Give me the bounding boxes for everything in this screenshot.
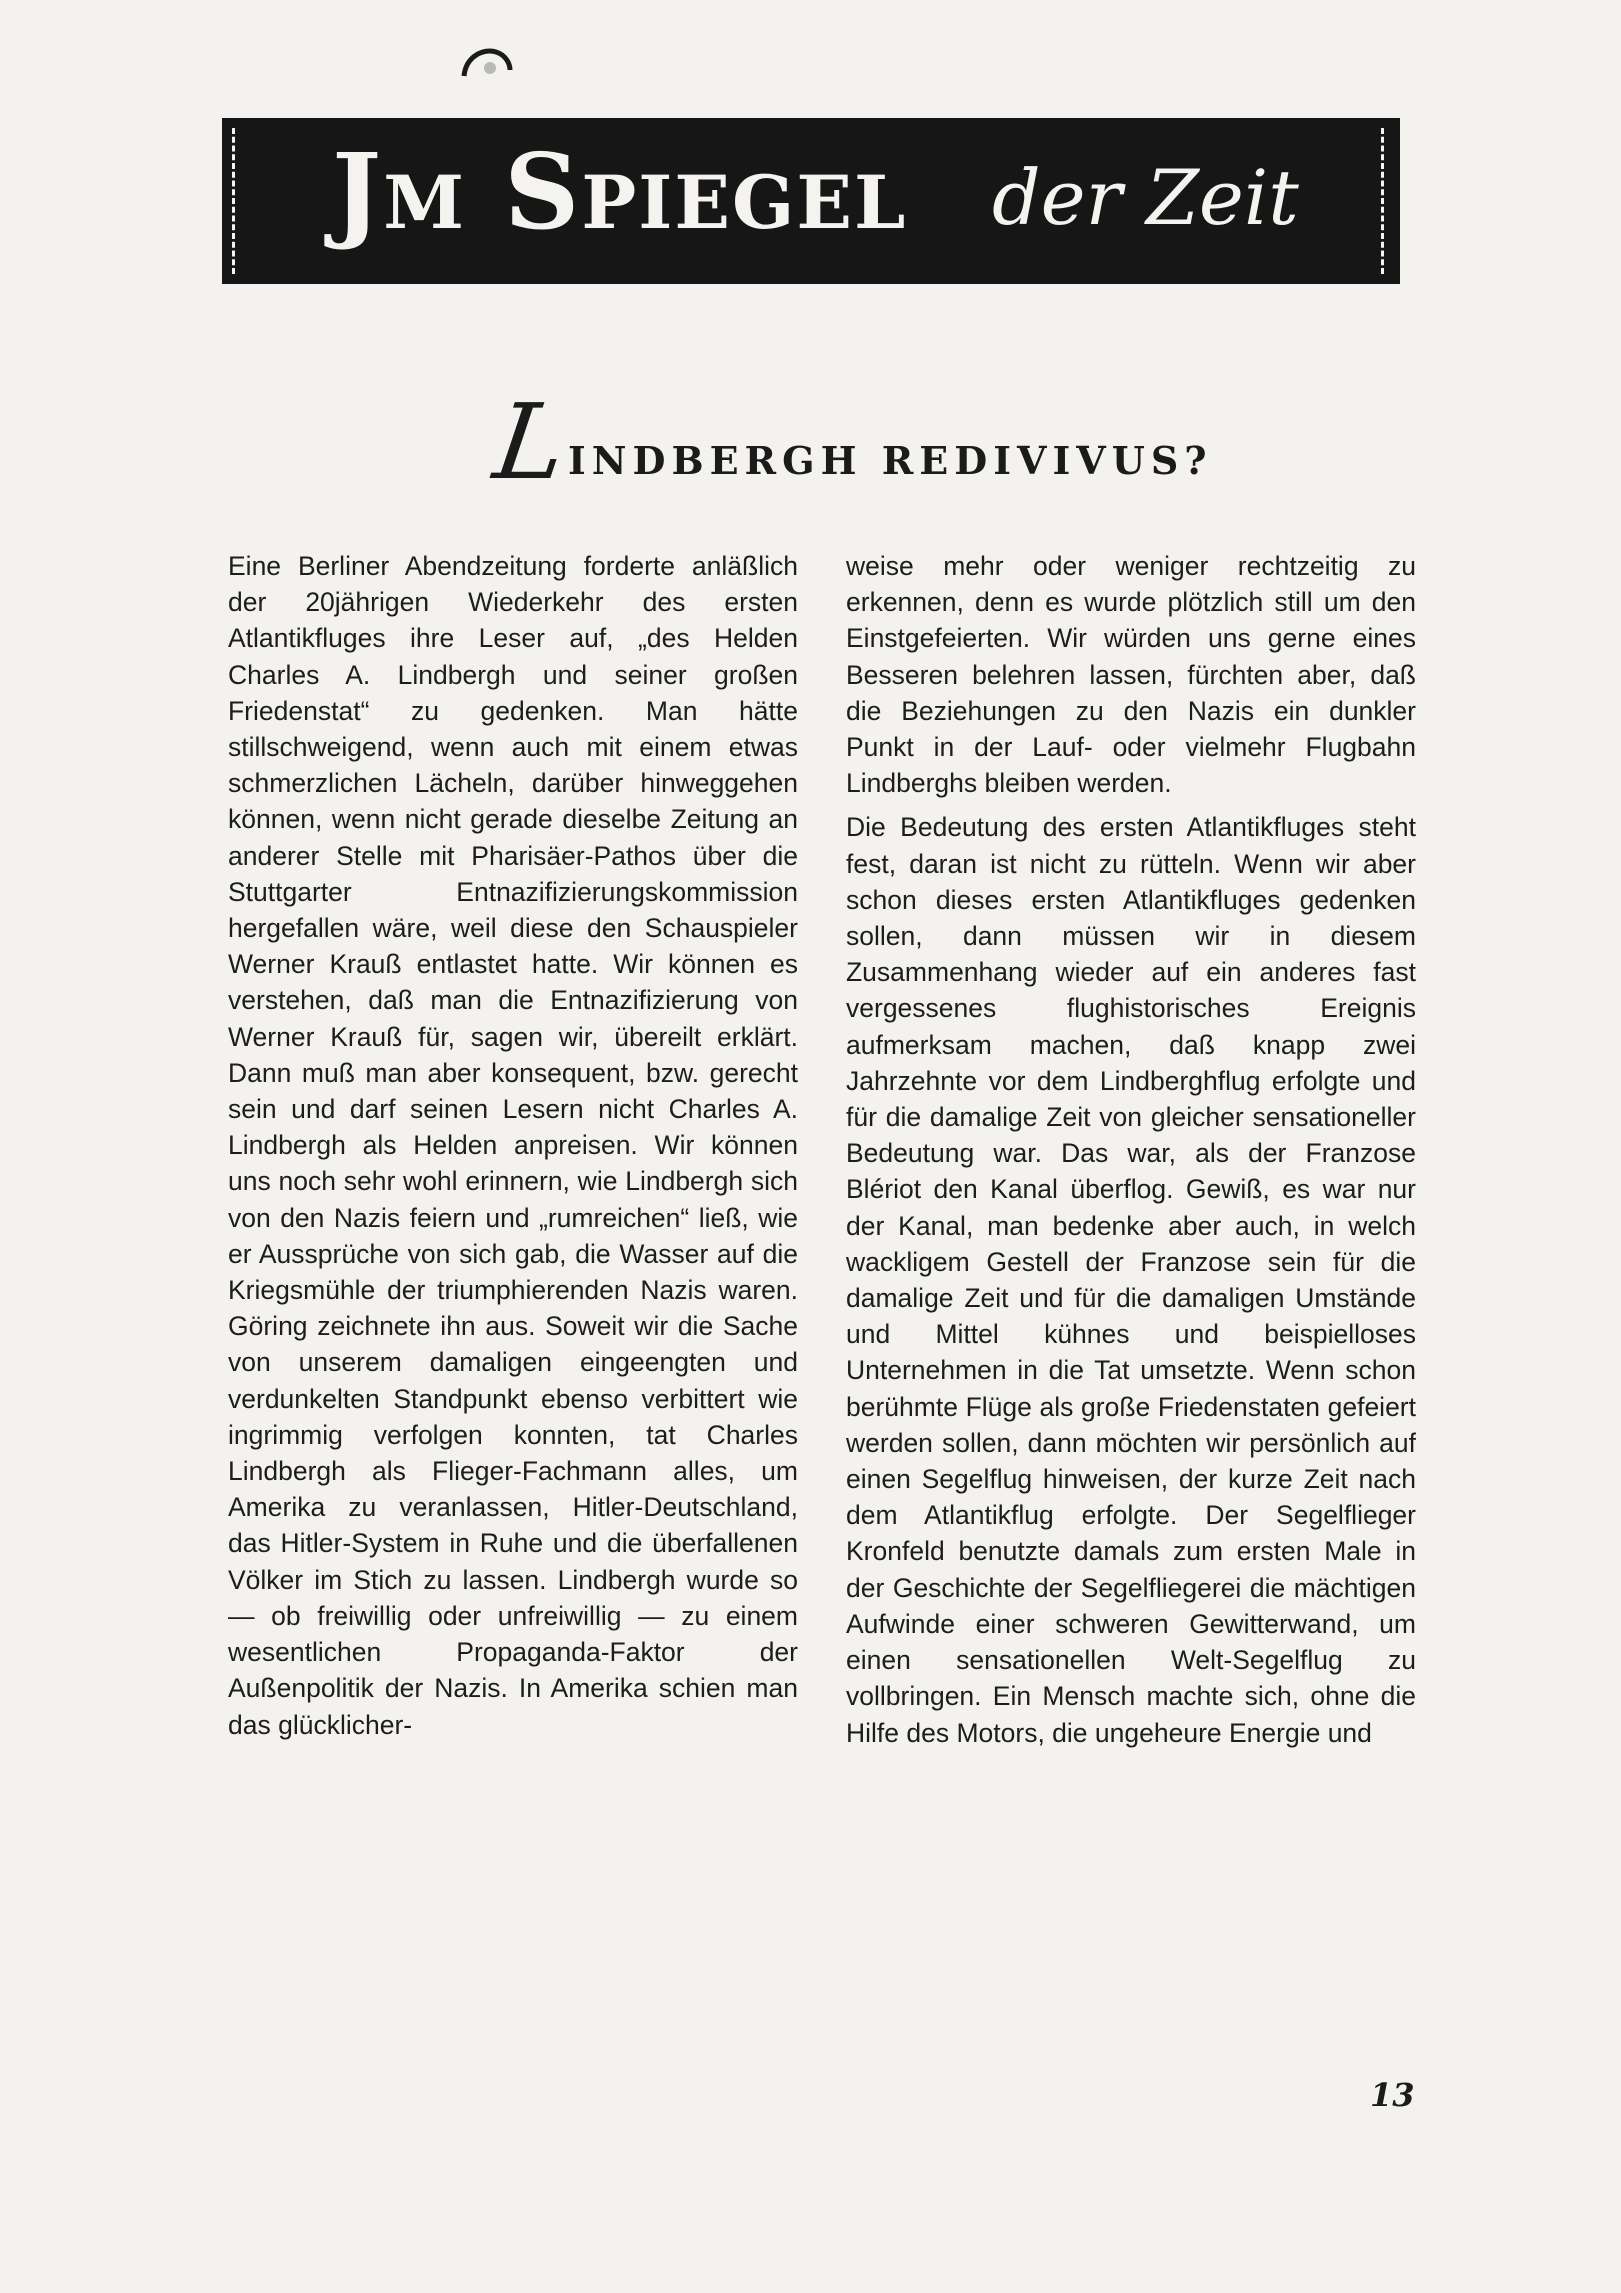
section-banner	[222, 118, 1400, 284]
banner-edge-left	[232, 128, 247, 274]
paragraph: Die Bedeutung des ersten Atlantikfluges steht fest, daran ist nicht zu rütteln. Wenn wir aber schon dieses ersten Atlantikfluges gedenken sollen, dann müssen wir in diesem Zusammenhang wieder auf ein anderes fast vergessenes flughistorisches Ereignis aufmerksam machen, daß knapp zwei Jahrzehnte vor dem Lindberghflug erfolgte und für die damalige Zeit von gleicher sensationeller Bedeutung war. Das war, als der Franzose Blériot den Kanal überflog. Gewiß, es war nur der Kanal, man bedenke aber auch, in welch wackligem Gestell der Franzose sein für die damalige Zeit und für die damaligen Umstände und Mittel kühnes und beispielloses Unternehmen in die Tat umsetzte. Wenn schon berühmte Flüge als große Friedenstaten gefeiert werden sollen, dann möchten wir persönlich auf einen Segelflug hinweisen, der kurze Zeit nach dem Atlantikflug erfolgte. Der Segelflieger Kronfeld benutzte damals zum ersten Male in der Geschichte der Segelfliegerei die mächtigen Aufwinde einer schweren Gewitterwand, um einen sensationellen Welt-Segelflug zu vollbringen. Ein Mensch machte sich, ohne die Hilfe des Motors, die ungeheure Energie und	[846, 812, 1416, 1748]
banner-subtitle: der Zeit	[992, 153, 1299, 242]
headline-initial: L	[487, 381, 574, 503]
ornament-icon	[460, 46, 514, 80]
article-column-left	[228, 548, 798, 1751]
banner-edge-right	[1381, 128, 1396, 274]
page-number: 13	[1370, 2076, 1415, 2114]
article-column-right	[846, 548, 1416, 1759]
paragraph: weise mehr oder weniger rechtzeitig zu erkennen, denn es wurde plötzlich still um den Einstgefeierten. Wir würden uns gerne eines Besseren belehren lassen, fürchten aber, daß die Beziehungen zu den Nazis ein dunkler Punkt in der Lauf- oder vielmehr Flugbahn Lindberghs bleiben werden.	[846, 551, 1416, 799]
banner-title: Jm Spiegel	[332, 130, 908, 253]
article-headline	[487, 381, 1256, 503]
headline-text: INDBERGH REDIVIVUS?	[568, 438, 1213, 483]
paragraph: Eine Berliner Abendzeitung forderte anläßlich der 20jährigen Wiederkehr des ersten Atlantikfluges ihre Leser auf, „des Helden Charles A. Lindbergh und seiner großen Friedenstat“ zu gedenken. Man hätte stillschweigend, wenn auch mit einem etwas schmerzlichen Lächeln, darüber hinweggehen können, wenn nicht gerade dieselbe Zeitung an anderer Stelle mit Pharisäer-Pathos über die Stuttgarter Entnazifizierungskommission hergefallen wäre, weil diese den Schauspieler Werner Krauß entlastet hatte. Wir können es verstehen, daß man die Entnazifizierung von Werner Krauß für, sagen wir, übereilt erklärt. Dann muß man aber konsequent, bzw. gerecht sein und darf seinen Lesern nicht Charles A. Lindbergh als Helden anpreisen. Wir können uns noch sehr wohl erinnern, wie Lindbergh sich von den Nazis feiern und „rumreichen“ ließ, wie er Aussprüche von sich gab, die Wasser auf die Kriegsmühle der triumphierenden Nazis waren. Göring zeichnete ihn aus. Soweit wir die Sache von unserem damaligen eingeengten und verdunkelten Standpunkt ebenso verbittert wie ingrimmig verfolgen konnten, tat Charles Lindbergh als Flieger-Fachmann alles, um Amerika zu veranlassen, Hitler-Deutschland, das Hitler-System in Ruhe und die überfallenen Völker im Stich zu lassen. Lindbergh wurde so — ob freiwillig oder unfreiwillig — zu einem wesentlichen Propaganda-Faktor der Außenpolitik der Nazis. In Amerika schien man das glücklicher-	[228, 551, 798, 1740]
